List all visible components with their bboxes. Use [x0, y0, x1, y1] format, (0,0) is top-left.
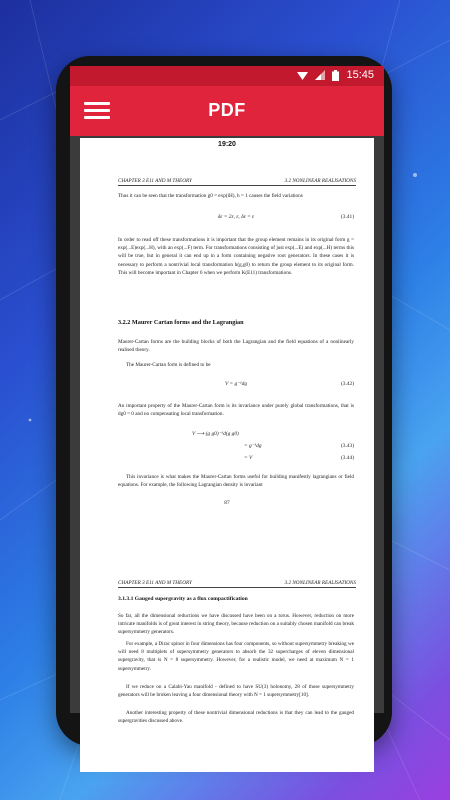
paragraph: The Maurer-Cartan form is defined to be — [126, 362, 211, 368]
pdf-page[interactable] — [80, 572, 374, 772]
section-heading: 3.1.3.1 Gauged supergravity as a flux compactification — [118, 596, 248, 602]
equation — [118, 455, 354, 461]
paragraph: Maurer-Cartan forms are the building blocks of both the Lagrangian and the field equations of a nonlinearly realised theory. — [118, 339, 354, 354]
equation — [118, 381, 354, 387]
running-header-left: CHAPTER 3 E11 AND M THEORY — [118, 580, 192, 586]
equation — [118, 443, 354, 449]
equation-number: (3.43) — [340, 443, 354, 449]
equation-text: = V — [244, 455, 253, 461]
equation-number: (3.44) — [340, 455, 354, 461]
status-time: 15:45 — [346, 69, 374, 81]
paragraph: If we reduce on a Calabi-Yau manifold - defined to have SU(3) holonomy, 28 of those supersymmetry generators will be broken leaving a four dimensional theory with N = 1 supersymmetry[10]. — [118, 684, 354, 699]
paragraph: In order to read off these transformations it is important that the group element remains in its original form g = exp(...E)exp(...H), with an exp(...F) term. For transformations consisting of just exp(...E) and exp(...H) terms this will be true, but in general it can end up in a form containing negative root generators. In these cases it is necessary to perform a nontrivial local transformation h(g,g0) to return the group element to its original form. This will become important in Chapter 6 when we perform K(E11) transformations. — [118, 237, 354, 276]
wifi-icon — [297, 71, 308, 80]
running-header — [118, 178, 356, 186]
paragraph: An important property of the Maurer-Cartan form is its invariance under purely global transformations, that is dg0 = 0 and no compensating local transformation. — [118, 403, 354, 418]
running-header-right: 3.2 NONLINEAR REALISATIONS — [284, 178, 356, 184]
running-header-right: 3.2 NONLINEAR REALISATIONS — [284, 580, 356, 586]
paragraph: So far, all the dimensional reductions we have discussed have been on a torus. However, reduction on more intricate manifolds is of great interest in string theory, because reduction on a suitably chosen manifold can break supersymmetry generators. — [118, 613, 354, 636]
app-title: PDF — [208, 100, 246, 120]
equation — [118, 214, 354, 220]
equation-text: = g⁻¹dg — [244, 443, 262, 449]
paragraph: Another interesting property of these nontrivial dimensional reductions is that they can lead to the gauged supergravities discussed above. — [118, 710, 354, 725]
paragraph: This invariance is what makes the Maurer-Cartan forms useful for building manifestly lagrangians or field equations. For example, the following Lagrangian density is invariant — [118, 474, 354, 489]
equation: V ⟶ (g g0)⁻¹d(g g0) — [192, 431, 239, 437]
battery-icon — [332, 70, 339, 81]
pdf-page[interactable] — [80, 138, 374, 622]
equation-text: δε = 2ε, ε, δε = ε — [217, 214, 255, 220]
page-number: 87 — [224, 500, 230, 506]
paragraph: Thus it can be seen that the transformation g0 = exp(iH), h = 1 causes the field variations — [118, 193, 303, 199]
status-bar — [70, 66, 384, 86]
equation-text: V = g⁻¹dg — [224, 381, 248, 387]
signal-icon — [315, 70, 325, 80]
app-bar — [70, 86, 384, 136]
equation-number: (3.41) — [340, 214, 354, 220]
page-timestamp: 19:20 — [218, 141, 236, 148]
paragraph: For example, a Dirac spinor in four dimensions has four components, so without supersymmetry breaking we will need 8 multiplets of supersymmetry generators to absorb the 32 supercharges of eleven dimensional supergravity, that is N = 8 supersymmetry. However, for a realistic model, we need at maximum N = 1 supersymmetry. — [118, 641, 354, 672]
equation-number: (3.42) — [340, 381, 354, 387]
phone-screen — [70, 66, 384, 725]
running-header-left: CHAPTER 3 E11 AND M THEORY — [118, 178, 192, 184]
section-heading: 3.2.2 Maurer Cartan forms and the Lagrangian — [118, 319, 244, 326]
running-header — [118, 580, 356, 588]
